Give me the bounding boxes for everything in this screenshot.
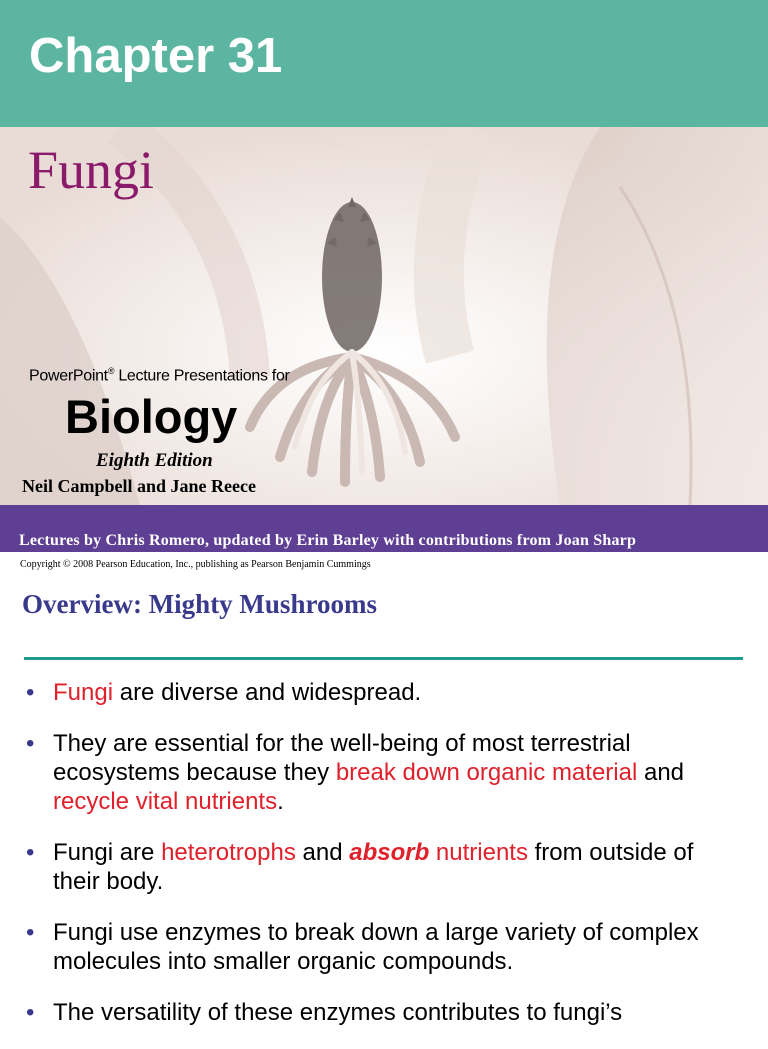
registered-mark: ® <box>107 366 115 376</box>
book-title: Biology <box>65 390 238 443</box>
bullet-marker: • <box>26 839 35 866</box>
bullet-item <box>0 678 743 707</box>
book-edition: Eighth Edition <box>96 450 213 471</box>
powerpoint-name: PowerPoint <box>29 367 108 385</box>
powerpoint-suffix: Lecture Presentations for <box>114 367 290 385</box>
bullet-item <box>0 729 743 816</box>
chapter-title: Chapter 31 <box>29 29 283 83</box>
bullet-text: Fungi are <box>53 839 162 866</box>
chapter-header-bar <box>0 0 768 127</box>
highlighted-term: absorb <box>349 839 430 866</box>
bullet-text: and <box>295 839 350 866</box>
highlighted-term: heterotrophs <box>161 839 296 866</box>
overview-heading: Overview: Mighty Mushrooms <box>22 589 377 619</box>
copyright-notice: Copyright © 2008 Pearson Education, Inc., publishing as Pearson Benjamin Cummings <box>20 559 371 570</box>
lecturer-credits: Lectures by Chris Romero, updated by Erin Barley with contributions from Joan Sharp <box>19 532 637 549</box>
powerpoint-tagline <box>29 366 290 385</box>
bullet-marker: • <box>26 999 35 1026</box>
bullet-text: Fungi use enzymes to break down a large variety of complex molecules into smaller organic compounds. <box>53 919 699 975</box>
heading-divider <box>24 657 743 660</box>
highlighted-term: break down organic material <box>335 759 638 786</box>
bullet-text: The versatility of these enzymes contributes to fungi’s <box>53 999 623 1026</box>
bullet-item <box>0 838 743 896</box>
bullet-marker: • <box>26 730 35 757</box>
bullet-text: They are essential for the well-being of most terrestrial ecosystems because they <box>53 730 631 786</box>
bullet-text: and <box>637 759 685 786</box>
highlighted-term: recycle vital nutrients <box>53 788 278 815</box>
bullet-item <box>0 998 743 1027</box>
bullet-text: from outside of their body. <box>53 839 694 895</box>
bullet-marker: • <box>26 919 35 946</box>
bullet-list <box>0 678 768 1049</box>
book-authors: Neil Campbell and Jane Reece <box>22 476 256 496</box>
slide-title: Fungi <box>28 140 155 200</box>
bullet-text: are diverse and widespread. <box>113 679 422 706</box>
highlighted-term: Fungi <box>53 679 114 706</box>
bullet-item <box>0 918 743 976</box>
bullet-text: . <box>277 788 284 815</box>
highlighted-term: nutrients <box>435 839 528 866</box>
bullet-text <box>429 839 436 866</box>
bullet-marker: • <box>26 679 35 706</box>
